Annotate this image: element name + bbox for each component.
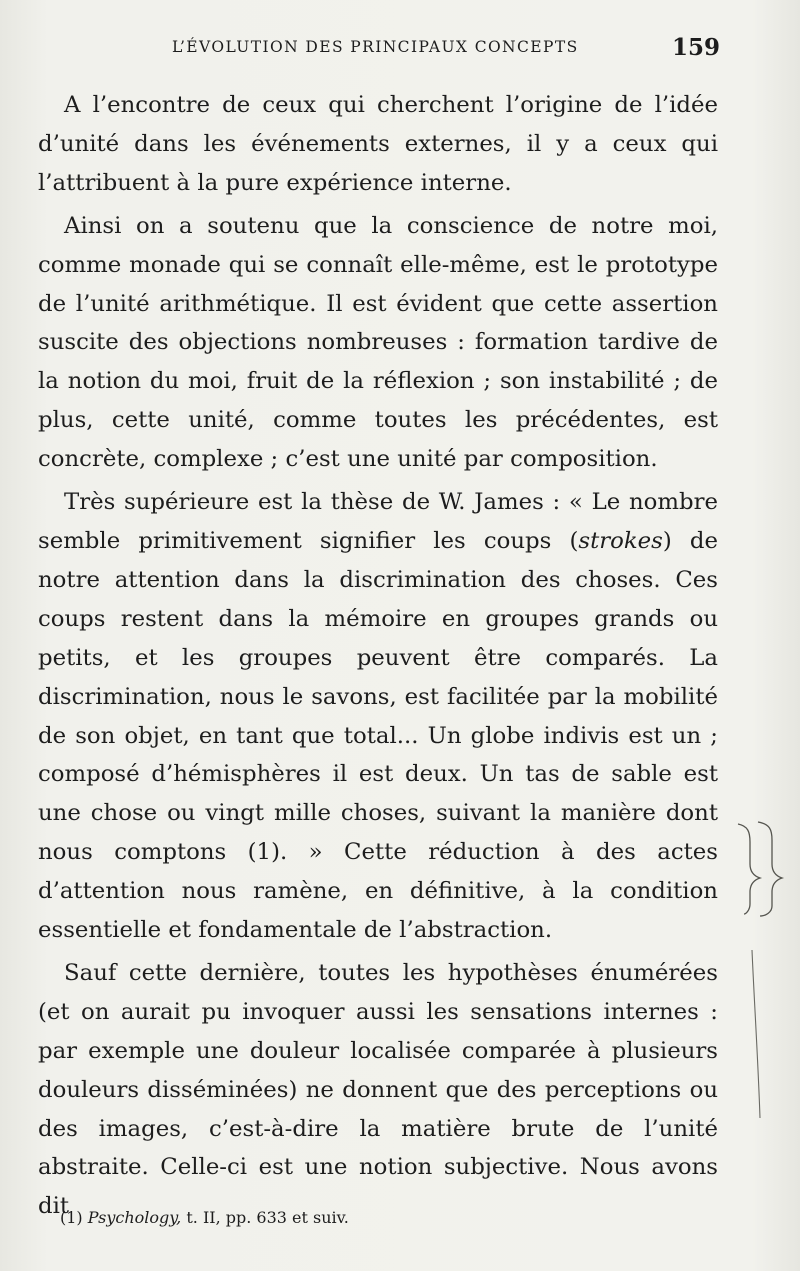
paragraph-3-italic-term: strokes <box>578 527 663 554</box>
pencil-brace-icon <box>736 818 796 1128</box>
paragraph-2-text: Ainsi on a soutenu que la conscience de notre moi, comme monade qui se connaît elle-même, est le prototype de l’unité arithmétique. Il est évident que cette assertion suscite des objections nombreuses : formation tardive de la notion du moi, fruit de la réflexion ; son instabilité ; de plus, cette unité, comme toutes les précédentes, est concrète, complexe ; c’est une unité par composition. <box>38 212 718 473</box>
paragraph-3 <box>38 483 718 950</box>
paragraph-4-text: Sauf cette dernière, toutes les hypothèses énumérées (et on aurait pu invoquer aussi les sensations internes : par exemple une douleur localisée comparée à plusieurs douleurs disséminées) ne donnent que des perceptions ou des images, c’est-à-dire la matière brute de l’unité abstraite. Celle-ci est une notion subjective. Nous avons dit <box>38 959 718 1220</box>
footnote <box>60 1208 349 1227</box>
paragraph-1 <box>38 86 718 203</box>
paragraph-3-text-after: ) de notre attention dans la discrimination des choses. Ces coups restent dans la mémoire en groupes grands ou petits, et les groupes peuvent être comparés. La discrimination, nous le savons, est facilitée par la mobilité de son objet, en tant que total... Un globe indivis est un ; composé d’hémisphères il est deux. Un tas de sable est une chose ou vingt mille choses, suivant la manière dont nous comptons (1). » Cette réduction à des actes d’attention nous ramène, en définitive, à la condition essentielle et fondamentale de l’abstraction. <box>38 527 718 944</box>
paragraph-3-text-before: Très supérieure est la thèse de W. James : « Le nombre semble primitivement signifier les coups ( <box>38 489 718 554</box>
running-head <box>40 36 720 60</box>
paragraph-2 <box>38 207 718 479</box>
footnote-marker: (1) <box>60 1208 83 1227</box>
margin-pencil-marks <box>736 818 796 1128</box>
running-title: L’ÉVOLUTION DES PRINCIPAUX CONCEPTS <box>172 38 579 56</box>
page-number: 159 <box>671 34 720 61</box>
body-text <box>38 86 718 1230</box>
footnote-source: Psychology, <box>87 1208 182 1227</box>
paragraph-4 <box>38 954 718 1226</box>
paragraph-1-text: A l’encontre de ceux qui cherchent l’origine de l’idée d’unité dans les événements externes, il y a ceux qui l’attribuent à la pure expérience interne. <box>38 92 718 196</box>
footnote-details: t. II, pp. 633 et suiv. <box>186 1208 349 1227</box>
